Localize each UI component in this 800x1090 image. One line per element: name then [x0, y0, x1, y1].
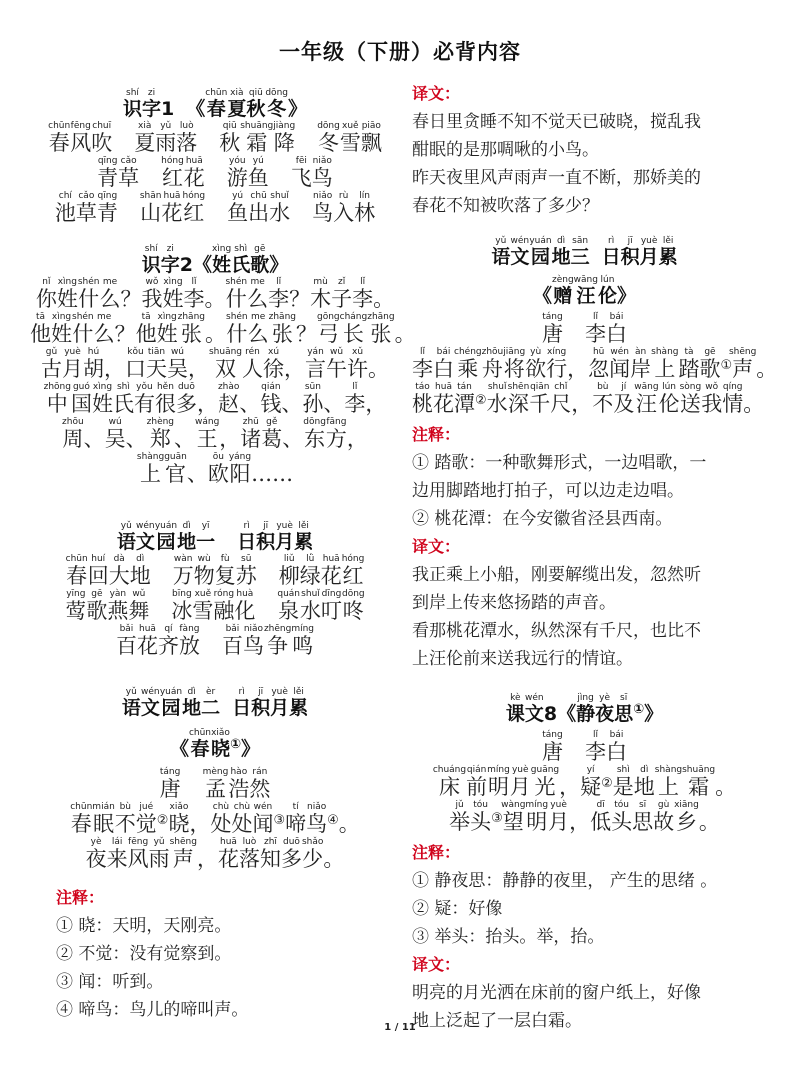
translation-line: 明亮的月光洒在床前的窗户纸上，好像 [412, 983, 701, 1003]
translation-line: 上汪伦前来送我远行的情谊。 [412, 649, 633, 669]
poem-line: 春chūn眠mián不bù觉jué②晓xiǎo， 处chù处chù闻wén③啼tí鸟niǎo④。 [70, 802, 360, 836]
translation-label: 译文： [412, 84, 461, 103]
section-heading: 识shí字zi1 《 春chūn夏xià秋qiū冬dōng》 [122, 88, 307, 120]
poem-line: 春chūn风fēng吹chuī夏xià雨yǔ落luò秋qiū霜shuāng降jiàng冬dōng雪xuě飘piāo [48, 121, 382, 155]
poem-line: 百bǎi花huā齐qí放fàng百bǎi鸟niǎo争zhēng鸣míng [115, 624, 315, 658]
translation-line: 看那桃花潭水，纵然深有千尺，也比不 [412, 621, 701, 641]
poem-line: 池chí草cǎo青qīng山shān花huā红hóng鱼yú出chū水shuǐ鸟niǎo入rù林lín [54, 191, 376, 225]
poem-line: 青qīng草cǎo红hóng花huā游yóu鱼yú飞fēi鸟niǎo [97, 156, 333, 190]
poem-author: 唐táng李lǐ白bái [542, 730, 627, 764]
section-heading: 语yǔ文wén园yuán地dì一yī日rì积jī月yuè累lěi [116, 521, 314, 553]
poem-line: 中zhōng国guó姓xìng氏shì有yǒu很hěn多duō， 赵zhào、 钱qián、 孙sūn、 李lǐ， [43, 382, 387, 416]
note-item: ① 踏歌：一种歌舞形式，一边唱歌，一 [412, 453, 707, 473]
poem-line: 周zhōu、 吴wú、 郑zhèng、 王wáng， 诸zhū葛gě、 东dōng方fāng， [62, 417, 368, 451]
translation-text [412, 561, 757, 673]
notes-label: 注释： [56, 888, 105, 907]
poem-line: 你nǐ姓xìng什shén么me？ 我wǒ姓xìng李lǐ。 什shén么me李lǐ？ 木mù子zǐ李lǐ。 [35, 277, 395, 311]
translation-line: 昨天夜里风声雨声一直不断，那娇美的 [412, 168, 701, 188]
poem-line: 李lǐ白bái乘chéng舟zhōu将jiāng欲yù行xíng， 忽hū闻wén岸àn上shàng踏tà歌gē①声shēng。 [412, 347, 778, 381]
note-item: ④ 啼鸟：鸟儿的啼叫声。 [56, 1000, 249, 1020]
translation-line: 到岸上传来悠扬踏的声音。 [412, 593, 616, 613]
note-item: ② 不觉：没有觉察到。 [56, 944, 232, 964]
translation-line: 春日里贪睡不知不觉天已破晓，搅乱我 [412, 112, 701, 132]
notes-block [412, 421, 757, 673]
poem-title: 《 春chūn晓xiǎo①》 [169, 728, 261, 760]
poem-lines [30, 554, 400, 657]
poem-lines [412, 765, 757, 833]
translation-label: 译文： [412, 955, 461, 974]
poem-line: 古gǔ月yuè胡hú， 口kǒu天tiān吴wú， 双shuāng人rén徐xú， 言yán午wǔ许xǔ。 [40, 347, 390, 381]
poem-line: 床chuáng前qián明míng月yuè光guāng， 疑yí②是shì地dì上shàng霜shuāng。 [432, 765, 737, 799]
poem-line: 上shàng官guān、 欧ōu阳yáng…… [136, 452, 294, 486]
notes-list [412, 867, 757, 951]
poem-author: 唐táng李lǐ白bái [542, 312, 627, 346]
translation-line: 酣眠的是那啁啾的小鸟。 [412, 140, 599, 160]
poem-title: 《 赠zèng汪wāng伦lún》 [532, 275, 636, 307]
poem-line: 春chūn回huí大dà地dì万wàn物wù复fù苏sū柳liǔ绿lǜ花huā红hóng [65, 554, 365, 588]
section-heading: 课kè文wén8 《 静jìng夜yè思sī①》 [505, 693, 664, 725]
notes-list [56, 912, 400, 1024]
notes-label: 注释： [412, 425, 461, 444]
note-item: ① 晓：天明，天刚亮。 [56, 916, 232, 936]
note-item: ③ 举头：抬头。举，抬。 [412, 927, 605, 947]
poem-author: 唐táng孟mèng浩hào然rán [159, 767, 271, 801]
poem-line: 桃táo花huā潭tán②水shuǐ深shēn千qiān尺chǐ， 不bù及jí汪wāng伦lún送sòng我wǒ情qíng。 [412, 382, 765, 416]
translation-text [412, 108, 757, 220]
left-column [30, 70, 416, 1024]
section-heading: 识shí字zi2 《 姓xìng氏shì歌gē》 [141, 244, 289, 276]
poem-line: 举jǔ头tóu③望wàng明míng月yuè， 低dī头tóu思sī故gù乡xiāng。 [449, 800, 720, 834]
translation-line: 地上泛起了一层白霜。 [412, 1011, 582, 1031]
poem-lines [30, 277, 416, 486]
notes-label: 注释： [412, 843, 461, 862]
poem-line: 莺yīng歌gē燕yàn舞wǔ冰bīng雪xuě融róng化huà泉quán水shuǐ叮dīng咚dōng [65, 589, 365, 623]
poem-line: 他tā姓xìng什shén么me？ 他tā姓xìng张zhāng。 什shén么me张zhāng？ 弓gōng长cháng张zhāng。 [30, 312, 416, 346]
translation-line: 春花不知被吹落了多少？ [412, 196, 599, 216]
section-heading: 语yǔ文wén园yuán地dì三sān日rì积jī月yuè累lěi [491, 236, 678, 268]
note-item: ② 疑：好像 [412, 899, 503, 919]
right-column [412, 70, 778, 1035]
translation-label: 译文： [412, 537, 461, 556]
note-item: ② 桃花潭：在今安徽省泾县西南。 [412, 509, 673, 529]
translation-block [412, 80, 757, 220]
notes-block [30, 884, 400, 1024]
notes-list [412, 449, 757, 533]
poem-lines [30, 802, 400, 870]
poem-line: 夜yè来lái风fēng雨yǔ声shēng， 花huā落luò知zhī多duō少shǎo。 [85, 837, 345, 871]
page-title: 一年级（下册）必背内容 [279, 40, 521, 64]
notes-block [412, 839, 757, 1035]
page-number: 1 / 11 [384, 1022, 416, 1033]
section-heading: 语yǔ文wén园yuán地dì二èr日rì积jī月yuè累lěi [121, 687, 309, 719]
note-item: 边用脚踏地打拍子，可以边走边唱。 [412, 481, 684, 501]
poem-lines [30, 121, 400, 224]
poem-lines [412, 347, 778, 416]
note-item: ③ 闻：听到。 [56, 972, 164, 992]
note-item: ① 静夜思：静静的夜里， 产生的思绪 。 [412, 871, 718, 891]
translation-line: 我正乘上小船，刚要解缆出发，忽然听 [412, 565, 701, 585]
